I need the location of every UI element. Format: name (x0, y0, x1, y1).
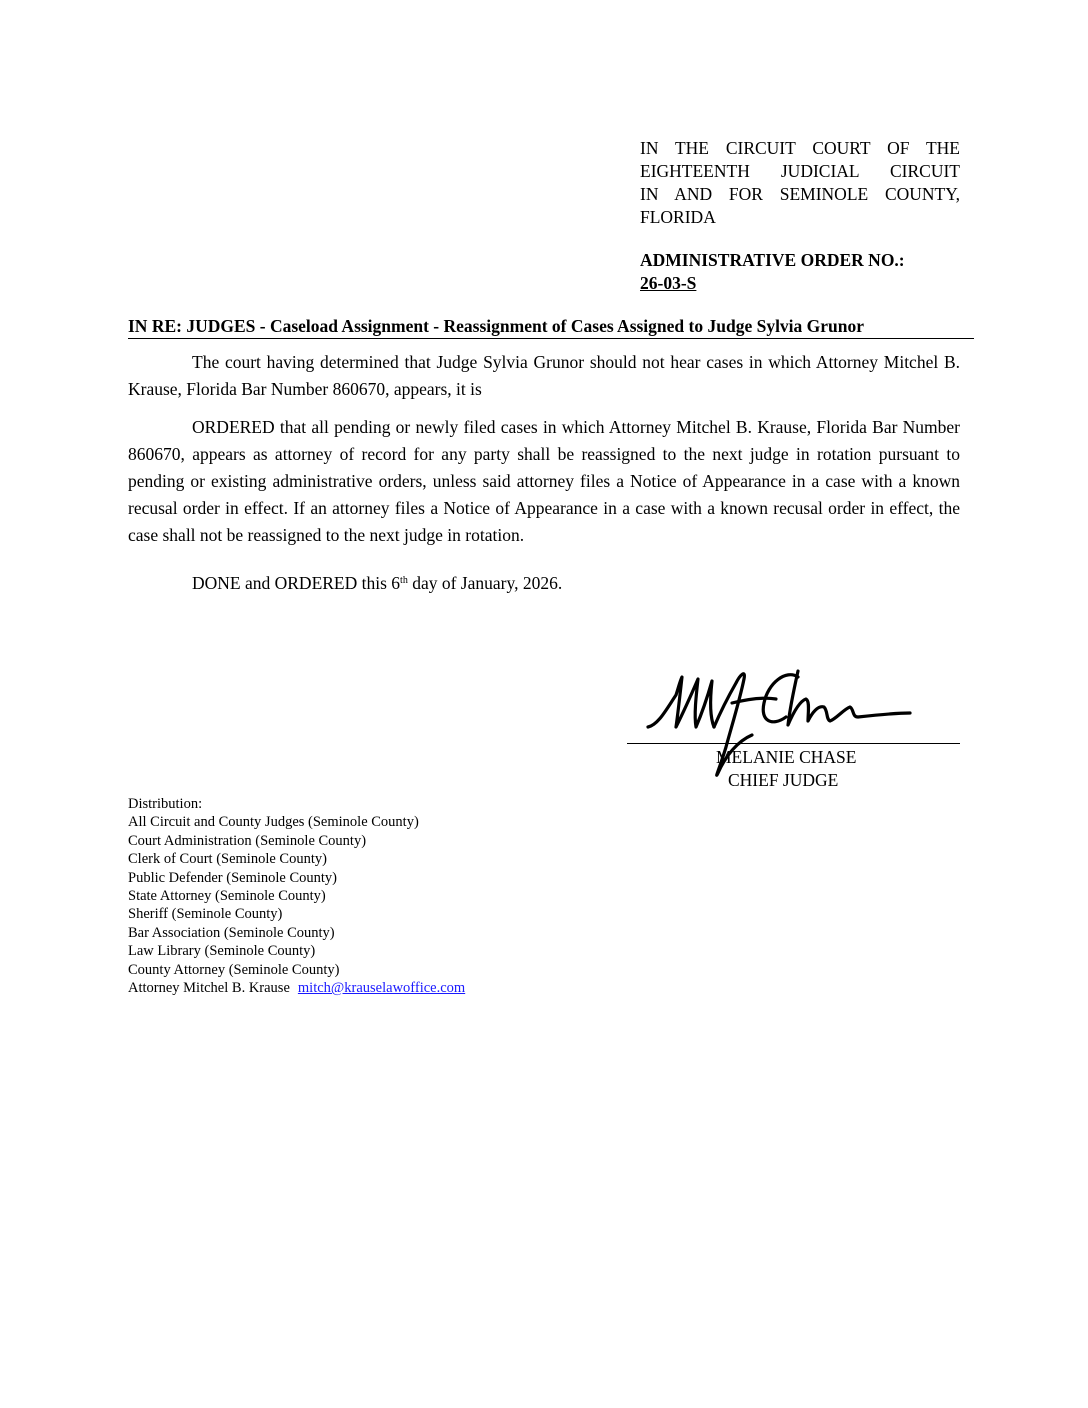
list-item: Bar Association (Seminole County) (128, 924, 335, 941)
done-ordinal-suffix: th (400, 575, 408, 586)
list-item: Law Library (Seminole County) (128, 943, 316, 960)
email-link[interactable]: mitch@krauselawoffice.com (297, 980, 466, 997)
distribution-heading: Distribution: (128, 796, 203, 812)
list-item: Clerk of Court (Seminole County) (128, 851, 327, 868)
done-prefix: DONE and ORDERED this 6 (192, 573, 401, 593)
list-item-attorney (128, 979, 465, 997)
court-header (640, 137, 960, 229)
court-header-line: IN THE CIRCUIT COURT OF THE (640, 138, 960, 158)
done-suffix: day of January, 2026. (407, 573, 563, 593)
list-item: Sheriff (Seminole County) (128, 906, 283, 923)
list-item: County Attorney (Seminole County) (128, 961, 340, 978)
court-header-line: IN AND FOR SEMINOLE COUNTY, (640, 184, 960, 204)
body-paragraph-determination: The court having determined that Judge Sylvia Grunor should not hear cases in which Attorney Mitchel B. Krause, Florida Bar Number 860670, appears, it is (128, 352, 960, 399)
order-label: ADMINISTRATIVE ORDER NO.: (640, 250, 905, 270)
in-re-text: IN RE: JUDGES - Caseload Assignment - Reassignment of Cases Assigned to Judge Sylvia Grunor (128, 316, 865, 336)
done-and-ordered-line (128, 570, 960, 597)
body-paragraph-ordered: ORDERED that all pending or newly filed cases in which Attorney Mitchel B. Krause, Florida Bar Number 860670, appears as attorney of record for any party shall be reassigned to the next judge in rotation pursuant to pending or existing administrative orders, unless said attorney files a Notice of Appearance in a case with a known recusal order in effect. If an attorney files a Notice of Appearance in a case with a known recusal order in effect, the case shall not be reassigned to the next judge in rotation. (128, 417, 960, 545)
signature-line (627, 743, 960, 744)
distribution-list (128, 795, 465, 997)
order-number: 26-03-S (640, 273, 697, 293)
in-re-heading (128, 315, 974, 339)
judge-name: MELANIE CHASE (716, 747, 857, 767)
list-item: State Attorney (Seminole County) (128, 888, 326, 905)
judge-title: CHIEF JUDGE (728, 770, 839, 790)
list-item: All Circuit and County Judges (Seminole County) (128, 814, 419, 831)
court-header-line: FLORIDA (640, 207, 716, 227)
list-item: Public Defender (Seminole County) (128, 869, 337, 886)
administrative-order-number (640, 249, 960, 295)
court-header-line: EIGHTEENTH JUDICIAL CIRCUIT (640, 161, 960, 181)
attorney-name: Attorney Mitchel B. Krause (128, 980, 290, 997)
list-item: Court Administration (Seminole County) (128, 832, 367, 849)
